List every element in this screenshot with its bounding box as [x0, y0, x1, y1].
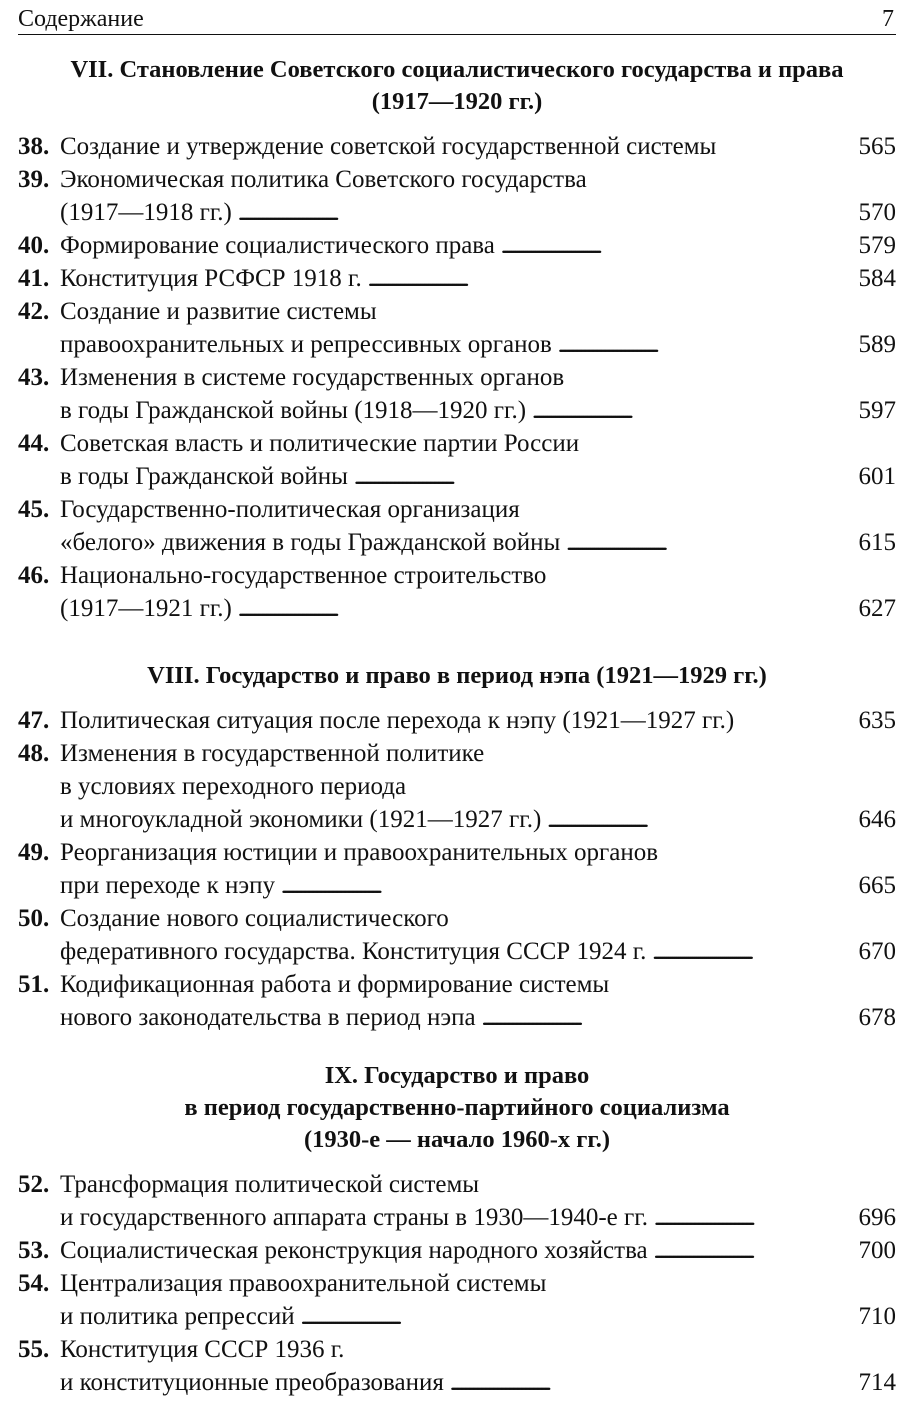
toc-entry-title: Создание и утверждение советской государственной системы — [60, 133, 717, 160]
toc-entry-title: Социалистическая реконструкция народного хозяйства — [60, 1237, 648, 1264]
running-header — [18, 4, 896, 35]
section-title-line: (1917—1920 гг.) — [371, 88, 543, 115]
toc-entry-page: 700 — [858, 1237, 896, 1264]
toc-entry-title: правоохранительных и репрессивных органов — [60, 331, 552, 358]
toc-entry-title: в годы Гражданской войны (1918—1920 гг.) — [60, 397, 527, 424]
dot-leader — [301, 1300, 858, 1335]
section-title-line: в период государственно-партийного социализма — [184, 1094, 730, 1121]
toc-entry-title: Государственно-политическая организация — [60, 496, 520, 523]
toc-entry-page: 570 — [858, 199, 896, 226]
page-number: 7 — [882, 6, 894, 32]
dot-leader — [450, 1366, 858, 1401]
toc-entry[interactable] — [18, 1234, 896, 1267]
toc-entry[interactable] — [18, 1333, 896, 1399]
toc-entry-title: в условиях переходного периода — [60, 773, 407, 800]
section-title-line: VIII. Государство и право в период нэпа (1921—1929 гг.) — [147, 662, 767, 689]
dot-leader — [501, 229, 858, 264]
toc-entry[interactable] — [18, 559, 896, 625]
toc-entry[interactable] — [18, 493, 896, 559]
toc-entry-page: 615 — [858, 529, 896, 556]
toc-entry-number: 48. — [18, 740, 50, 767]
toc-entry[interactable] — [18, 427, 896, 493]
toc-entry-number: 40. — [18, 232, 50, 259]
section-vii — [18, 54, 896, 625]
section-title-line: (1930-е — начало 1960-х гг.) — [303, 1126, 611, 1153]
toc-entry-title: Изменения в системе государственных органов — [60, 364, 565, 391]
toc-entry-page: 646 — [858, 806, 896, 833]
toc-entry-page: 589 — [858, 331, 896, 358]
toc-entry[interactable] — [18, 1267, 896, 1333]
toc-entry[interactable] — [18, 704, 896, 737]
toc-entry-title: и политика репрессий — [60, 1303, 295, 1330]
toc-entry-title: (1917—1921 гг.) — [60, 595, 232, 622]
toc-entry-page: 565 — [858, 133, 896, 160]
dot-leader — [652, 935, 857, 970]
toc-entry-number: 53. — [18, 1237, 50, 1264]
toc-entry[interactable] — [18, 361, 896, 427]
toc-entry-list — [18, 1168, 896, 1399]
toc-entry-list — [18, 130, 896, 625]
dot-leader — [238, 592, 858, 627]
toc-entry-title: Трансформация политической системы — [60, 1171, 480, 1198]
toc-entry-page: 635 — [858, 707, 896, 734]
toc-entry[interactable] — [18, 130, 896, 163]
toc-entry-title: Политическая ситуация после перехода к нэпу (1921—1927 гг.) — [60, 707, 735, 734]
toc-entry-list — [18, 704, 896, 1034]
toc-entry-title: Национально-государственное строительство — [60, 562, 547, 589]
toc-entry-title: Реорганизация юстиции и правоохранительных органов — [60, 839, 659, 866]
section-title-line: IX. Государство и право — [324, 1062, 590, 1089]
toc-entry-title: «белого» движения в годы Гражданской войны — [60, 529, 561, 556]
toc-entry-number: 51. — [18, 971, 50, 998]
toc-entry[interactable] — [18, 737, 896, 836]
toc-entry-page: 597 — [858, 397, 896, 424]
dot-leader — [654, 1201, 858, 1236]
dot-leader — [281, 869, 857, 904]
toc-entry-number: 54. — [18, 1270, 50, 1297]
toc-entry-title: Конституция СССР 1936 г. — [60, 1336, 345, 1363]
toc-entry-title: (1917—1918 гг.) — [60, 199, 232, 226]
toc-entry-number: 52. — [18, 1171, 50, 1198]
dot-leader — [238, 196, 858, 231]
toc-entry-title: Кодификационная работа и формирование системы — [60, 971, 610, 998]
toc-entry-page: 579 — [858, 232, 896, 259]
toc-entry-title: Создание нового социалистического — [60, 905, 449, 932]
toc-entry-number: 44. — [18, 430, 50, 457]
dot-leader — [354, 460, 858, 495]
toc-entry-page: 665 — [858, 872, 896, 899]
toc-entry-title: Формирование социалистического права — [60, 232, 495, 259]
toc-entry-number: 47. — [18, 707, 50, 734]
toc-entry-title: в годы Гражданской войны — [60, 463, 348, 490]
toc-entry-number: 43. — [18, 364, 50, 391]
toc-entry-number: 55. — [18, 1336, 50, 1363]
dot-leader — [547, 803, 857, 838]
toc-entry[interactable] — [18, 163, 896, 229]
toc-entry-page: 584 — [858, 265, 896, 292]
toc-entry-number: 50. — [18, 905, 50, 932]
dot-leader — [368, 262, 858, 297]
toc-entry[interactable] — [18, 968, 896, 1034]
toc-entry-title: и многоукладной экономики (1921—1927 гг.) — [60, 806, 542, 833]
toc-entry-title: Советская власть и политические партии России — [60, 430, 580, 457]
toc-entry-page: 678 — [858, 1004, 896, 1031]
toc-entry[interactable] — [18, 1168, 896, 1234]
section-ix — [18, 1060, 896, 1399]
toc-entry-page: 670 — [858, 938, 896, 965]
toc-entry-title: при переходе к нэпу — [60, 872, 276, 899]
toc-entry-title: Централизация правоохранительной системы — [60, 1270, 547, 1297]
toc-entry-title: Конституция РСФСР 1918 г. — [60, 265, 362, 292]
toc-entry-page: 710 — [858, 1303, 896, 1330]
dot-leader — [482, 1001, 858, 1036]
dot-leader — [558, 328, 858, 363]
running-header-title: Содержание — [18, 6, 144, 32]
section-title — [18, 54, 896, 118]
toc-entry-title: нового законодательства в период нэпа — [60, 1004, 476, 1031]
dot-leader — [566, 526, 857, 561]
section-viii — [18, 660, 896, 1034]
toc-entry-title: Создание и развитие системы — [60, 298, 377, 325]
toc-entry-title: и конституционные преобразования — [60, 1369, 444, 1396]
toc-entry-number: 41. — [18, 265, 50, 292]
toc-entry-page: 601 — [858, 463, 896, 490]
toc-entry-number: 42. — [18, 298, 50, 325]
toc-entry-number: 45. — [18, 496, 50, 523]
toc-entry-title: и государственного аппарата страны в 1930—1940-е гг. — [60, 1204, 648, 1231]
toc-entry-title: Экономическая политика Советского государства — [60, 166, 587, 193]
toc-entry-number: 38. — [18, 133, 50, 160]
toc-entry-title: Изменения в государственной политике — [60, 740, 485, 767]
toc-entry[interactable] — [18, 902, 896, 968]
toc-entry-page: 627 — [858, 595, 896, 622]
toc-entry-page: 714 — [858, 1369, 896, 1396]
toc-entry-page: 696 — [858, 1204, 896, 1231]
toc-entry[interactable] — [18, 262, 896, 295]
dot-leader — [654, 1234, 858, 1269]
toc-entry[interactable] — [18, 836, 896, 902]
section-title-line: VII. Становление Советского социалистического государства и права — [70, 56, 844, 83]
toc-entry-title: федеративного государства. Конституция СССР 1924 г. — [60, 938, 647, 965]
toc-entry[interactable] — [18, 295, 896, 361]
section-title — [18, 660, 896, 692]
toc-entry-number: 49. — [18, 839, 50, 866]
toc-entry[interactable] — [18, 229, 896, 262]
toc-entry-number: 46. — [18, 562, 50, 589]
toc-entry-number: 39. — [18, 166, 50, 193]
section-title — [18, 1060, 896, 1156]
dot-leader — [532, 394, 857, 429]
